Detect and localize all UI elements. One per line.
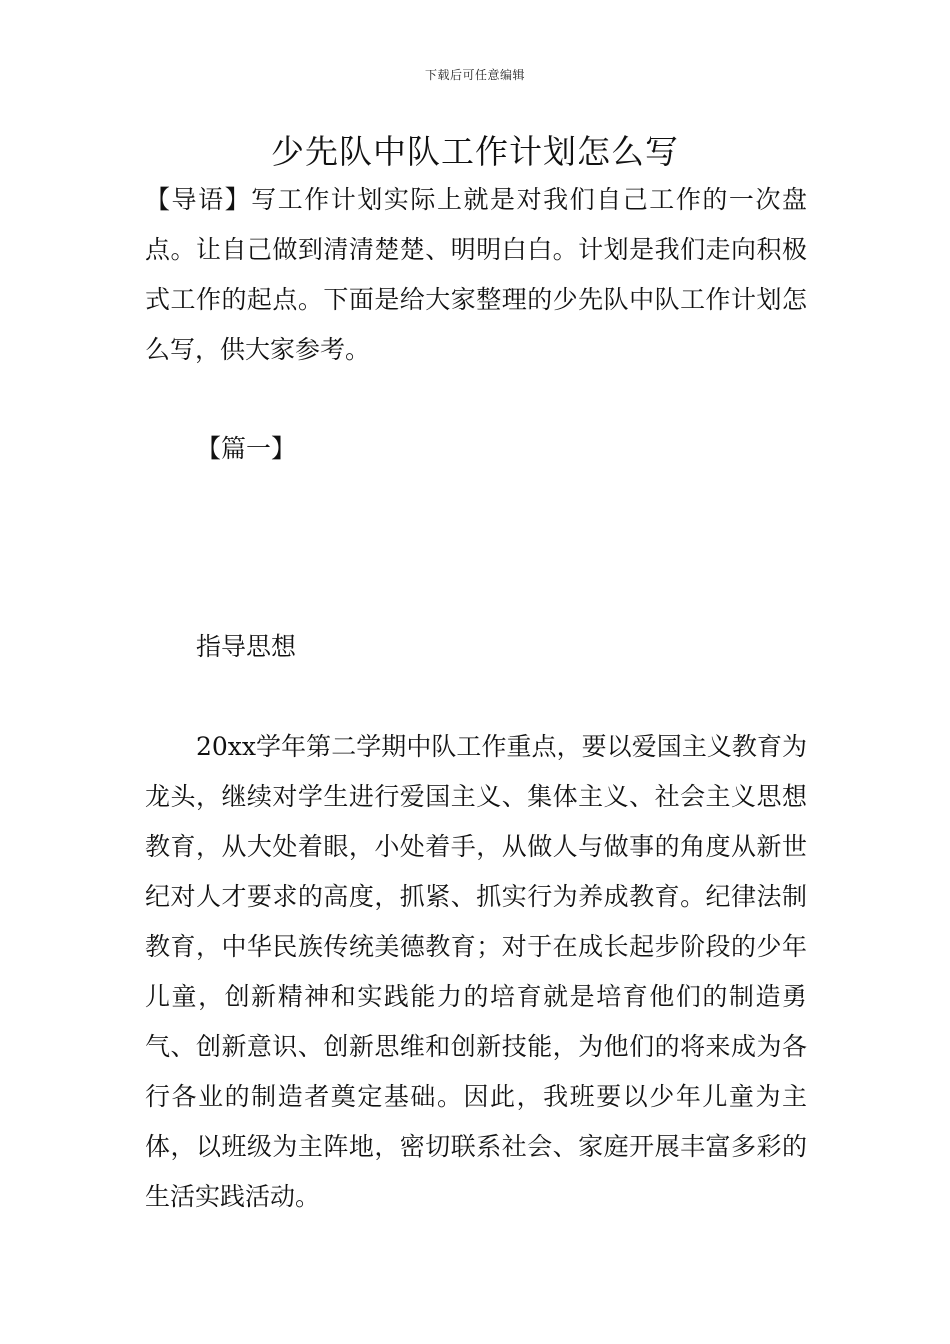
document-title: 少先队中队工作计划怎么写 [271, 132, 679, 171]
subheading-guiding-ideology: 指导思想 [196, 632, 297, 661]
body-paragraph: 20xx学年第二学期中队工作重点，要以爱国主义教育为龙头，继续对学生进行爱国主义、集体主义、社会主义思想教育，从大处着眼，小处着手，从做人与做事的角度从新世纪对人才要求的高度，抓紧、抓实行为养成教育。纪律法制教育，中华民族传统美德教育；对于在成长起步阶段的少年儿童，创新精神和实践能力的培育就是培育他们的制造勇气、创新意识、创新思维和创新技能，为他们的将来成为各行各业的制造者奠定基础。因此，我班要以少年儿童为主体，以班级为主阵地，密切联系社会、家庭开展丰富多彩的生活实践活动。 [145, 732, 807, 1211]
intro-paragraph: 【导语】写工作计划实际上就是对我们自己工作的一次盘点。让自己做到清清楚楚、明明白白。计划是我们走向积极式工作的起点。下面是给大家整理的少先队中队工作计划怎么写，供大家参考。 [145, 185, 807, 364]
header-note: 下载后可任意编辑 [424, 68, 525, 82]
section-tag: 【篇一】 [196, 434, 297, 463]
